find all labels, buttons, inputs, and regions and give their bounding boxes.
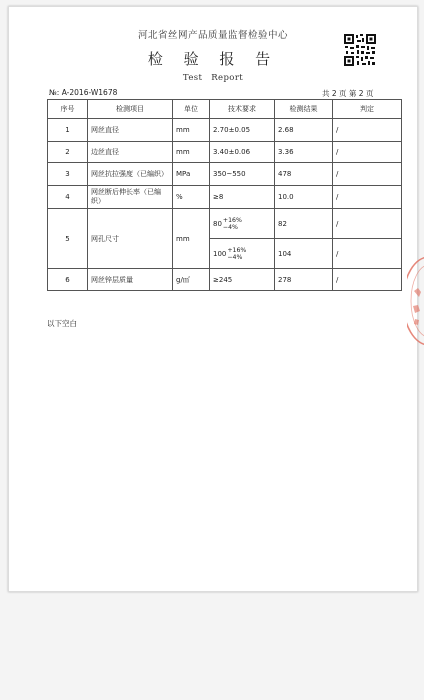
report-subtitle: Test Report	[182, 73, 244, 83]
result: 3.36	[275, 142, 333, 163]
test-item: 网丝断后伸长率（已编织）	[88, 186, 173, 209]
tolerance-plus: +16%	[227, 246, 247, 254]
red-seal-stamp	[407, 251, 424, 351]
requirement: 2.70±0.05	[210, 119, 275, 142]
qr-code-icon	[343, 33, 377, 67]
column-header: 检测项目	[88, 100, 173, 119]
judgement: /	[333, 269, 402, 291]
judgement: /	[333, 186, 402, 209]
tolerance-minus: −4%	[222, 223, 238, 231]
requirement: ≥245	[210, 269, 275, 291]
unit: mm	[173, 119, 210, 142]
requirement: 350~550	[210, 163, 275, 186]
table-row	[48, 209, 402, 239]
column-header: 序号	[48, 100, 88, 119]
table-row	[48, 269, 402, 291]
test-item: 边丝直径	[88, 142, 173, 163]
report-title: 检 验 报 告	[147, 50, 279, 68]
test-item: 网丝锌层质量	[88, 269, 173, 291]
column-header: 检测结果	[275, 100, 333, 119]
table-row	[48, 119, 402, 142]
report-page	[8, 6, 418, 592]
requirement	[210, 209, 275, 239]
column-header: 单位	[173, 100, 210, 119]
tolerance	[227, 247, 246, 261]
institution-name: 河北省丝网产品质量监督检验中心	[137, 30, 288, 41]
test-item: 网丝抗拉强度（已编织）	[88, 163, 173, 186]
requirement: ≥8	[210, 186, 275, 209]
unit: g/㎡	[173, 269, 210, 291]
row-number: 3	[48, 163, 88, 186]
column-header: 技术要求	[210, 100, 275, 119]
column-header: 判定	[333, 100, 402, 119]
table-row	[48, 163, 402, 186]
result: 10.0	[275, 186, 333, 209]
tolerance-minus: −4%	[227, 253, 243, 261]
judgement: /	[333, 119, 402, 142]
page-info: 共 2 页 第 2 页	[322, 89, 374, 98]
results-table	[47, 99, 402, 291]
tolerance-plus: +16%	[222, 216, 242, 224]
judgement: /	[333, 239, 402, 269]
row-number: 1	[48, 119, 88, 142]
judgement: /	[333, 163, 402, 186]
table-header-row	[48, 100, 402, 119]
judgement: /	[333, 209, 402, 239]
report-number: №: A-2016-W1678	[49, 88, 118, 97]
result: 2.68	[275, 119, 333, 142]
test-item: 网孔尺寸	[88, 209, 173, 269]
requirement-base: 100	[213, 249, 227, 258]
row-number: 5	[48, 209, 88, 269]
row-number: 4	[48, 186, 88, 209]
row-number: 2	[48, 142, 88, 163]
requirement: 3.40±0.06	[210, 142, 275, 163]
unit: mm	[173, 142, 210, 163]
result: 82	[275, 209, 333, 239]
judgement: /	[333, 142, 402, 163]
unit: MPa	[173, 163, 210, 186]
row-number: 6	[48, 269, 88, 291]
table-row	[48, 186, 402, 209]
requirement-base: 80	[213, 219, 222, 228]
unit: %	[173, 186, 210, 209]
requirement	[210, 239, 275, 269]
blank-below-note: 以下空白	[47, 319, 77, 328]
test-item: 网丝直径	[88, 119, 173, 142]
result: 478	[275, 163, 333, 186]
unit: mm	[173, 209, 210, 269]
table-row	[48, 142, 402, 163]
tolerance	[223, 217, 242, 231]
result: 104	[275, 239, 333, 269]
result: 278	[275, 269, 333, 291]
